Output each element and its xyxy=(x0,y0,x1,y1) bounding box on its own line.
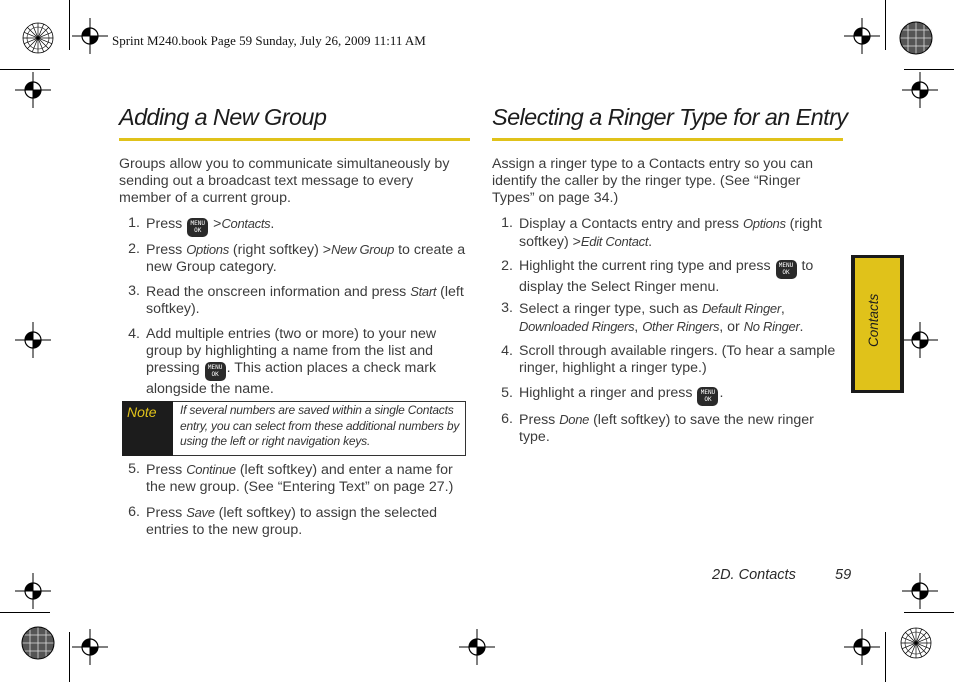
menu-ok-key-icon: MENU OK xyxy=(205,362,226,381)
page-number: 59 xyxy=(835,567,852,583)
step-number: 6. xyxy=(501,411,513,427)
left-step-5: Press Continue (left softkey) and enter a name for the new group. (See “Entering Text” on page 27.) xyxy=(146,462,454,495)
left-section-title: Adding a New Group xyxy=(119,104,327,130)
left-step-4: Add multiple entries (two or more) to your new group by highlighting a name from the list and pressing MENU OK . This action places a check mark alongside the name. xyxy=(146,326,437,397)
left-step-6: Press Save (left softkey) to assign the selected entries to the new group. xyxy=(146,505,438,538)
right-step-4: Scroll through available ringers. (To hear a sample ringer, highlight a ringer type.) xyxy=(519,343,836,376)
menu-ok-key-icon: MENU OK xyxy=(776,260,797,279)
step-number: 5. xyxy=(128,461,140,477)
footer-section: 2D. Contacts xyxy=(712,567,796,583)
step-number: 2. xyxy=(501,258,513,274)
step-number: 5. xyxy=(501,385,513,401)
right-step-5: Highlight a ringer and press MENU OK . xyxy=(519,385,841,406)
step-number: 1. xyxy=(501,215,513,231)
right-step-6: Press Done (left softkey) to save the new ringer type. xyxy=(519,412,814,445)
left-step-3: Read the onscreen information and press Start (left softkey). xyxy=(146,284,464,317)
step-number: 3. xyxy=(128,283,140,299)
running-head: Sprint M240.book Page 59 Sunday, July 26, 2009 11:11 AM xyxy=(112,33,426,48)
right-step-3: Select a ringer type, such as Default Ringer, Downloaded Ringers, Other Ringers, or No Ringer. xyxy=(519,301,804,335)
left-step-2: Press Options (right softkey) >New Group to create a new Group category. xyxy=(146,242,466,275)
right-step-2: Highlight the current ring type and press MENU OK to display the Select Ringer menu. xyxy=(519,258,814,295)
step-number: 6. xyxy=(128,504,140,520)
right-intro: Assign a ringer type to a Contacts entry so you can identify the caller by the ringer type. (See “Ringer Types” on page 34.) xyxy=(492,156,813,206)
menu-ok-key-icon: MENU OK xyxy=(697,387,718,406)
step-number: 1. xyxy=(128,215,140,231)
note-text: If several numbers are saved within a single Contacts entry, you can select from these additional numbers by using the left or right navigation keys. xyxy=(180,403,460,448)
menu-ok-key-icon: MENU OK xyxy=(187,218,208,237)
left-title-rule xyxy=(119,138,470,141)
right-section-title: Selecting a Ringer Type for an Entry xyxy=(492,104,848,130)
right-step-1: Display a Contacts entry and press Options (right softkey) >Edit Contact. xyxy=(519,216,822,250)
step-number: 4. xyxy=(128,326,140,342)
right-title-rule xyxy=(492,138,843,141)
note-label-block xyxy=(122,401,173,456)
side-tab-label: Contacts xyxy=(866,293,881,347)
step-number: 2. xyxy=(128,241,140,257)
left-step-1: Press MENU OK >Contacts. xyxy=(146,215,466,237)
note-label: Note xyxy=(127,404,157,420)
step-number: 4. xyxy=(501,343,513,359)
step-number: 3. xyxy=(501,300,513,316)
left-intro: Groups allow you to communicate simultaneously by sending out a broadcast text message to every member of a current group. xyxy=(119,156,450,206)
